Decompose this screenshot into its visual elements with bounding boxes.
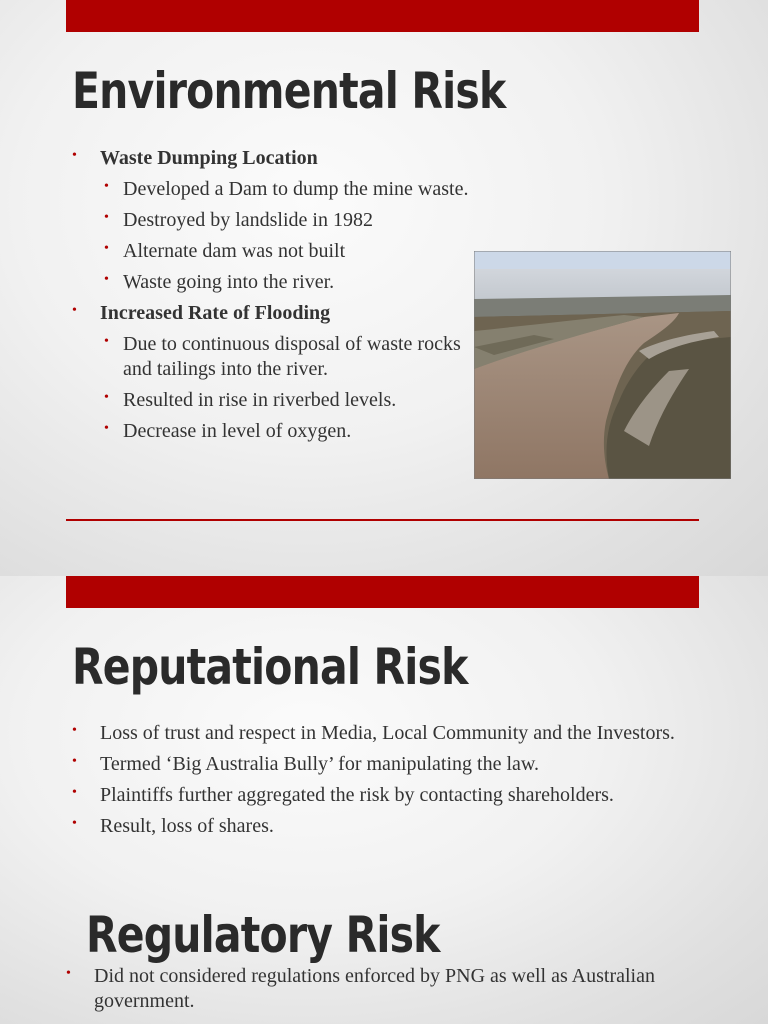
slide-title: Reputational Risk	[72, 638, 468, 696]
list-item	[100, 208, 486, 233]
bullet-icon: •	[104, 179, 109, 194]
bullet-icon: •	[104, 334, 109, 349]
bullet-icon: •	[104, 241, 109, 256]
bullet-icon: •	[104, 421, 109, 436]
list-item	[100, 177, 486, 202]
bullet-text: Decrease in level of oxygen.	[123, 420, 352, 442]
list-item	[66, 814, 706, 839]
regulatory-bullet-list	[60, 964, 700, 1014]
section-heading: Increased Rate of Flooding	[100, 302, 331, 324]
bullet-icon: •	[72, 785, 77, 800]
list-item	[100, 332, 486, 382]
bullet-text: Destroyed by landslide in 1982	[123, 209, 373, 231]
divider-line	[66, 519, 699, 521]
bullet-text: Waste going into the river.	[123, 271, 335, 293]
bullet-icon: •	[72, 816, 77, 831]
list-item	[100, 239, 486, 264]
risk-bullet-list	[66, 146, 486, 450]
bullet-icon: •	[72, 754, 77, 769]
list-item	[100, 388, 486, 413]
bullet-text: Developed a Dam to dump the mine waste.	[123, 178, 469, 200]
bullet-icon: •	[72, 303, 77, 318]
risk-bullet-list	[66, 721, 706, 845]
sub-list	[100, 177, 486, 295]
list-item	[100, 270, 486, 295]
slide-title: Environmental Risk	[72, 62, 506, 120]
section-heading: Waste Dumping Location	[100, 147, 318, 169]
bullet-icon: •	[66, 966, 71, 981]
bullet-icon: •	[72, 723, 77, 738]
top-accent-bar	[66, 0, 699, 32]
list-item	[66, 721, 706, 746]
bullet-text: Result, loss of shares.	[100, 815, 274, 837]
bullet-icon: •	[104, 210, 109, 225]
bullet-text: Plaintiffs further aggregated the risk by contacting shareholders.	[100, 784, 614, 806]
bullet-text: Termed ‘Big Australia Bully’ for manipulating the law.	[100, 753, 540, 775]
bullet-text: Loss of trust and respect in Media, Local Community and the Investors.	[100, 722, 675, 744]
list-item	[66, 146, 486, 295]
bullet-text: Alternate dam was not built	[123, 240, 346, 262]
sub-list	[100, 332, 486, 444]
bullet-text: Did not considered regulations enforced by PNG as well as Australian government.	[94, 965, 655, 1012]
bullet-icon: •	[104, 272, 109, 287]
slide-reputational-risk	[0, 576, 768, 1024]
list-item	[66, 301, 486, 444]
bullet-text: Resulted in rise in riverbed levels.	[123, 389, 397, 411]
top-accent-bar	[66, 576, 699, 608]
bullet-text: Due to continuous disposal of waste rocks and tailings into the river.	[123, 333, 461, 380]
bullet-icon: •	[72, 148, 77, 163]
bullet-icon: •	[104, 390, 109, 405]
list-item	[100, 419, 486, 444]
list-item	[66, 752, 706, 777]
list-item	[66, 783, 706, 808]
list-item	[60, 964, 700, 1014]
river-photo	[474, 251, 731, 479]
section-title: Regulatory Risk	[86, 906, 440, 964]
